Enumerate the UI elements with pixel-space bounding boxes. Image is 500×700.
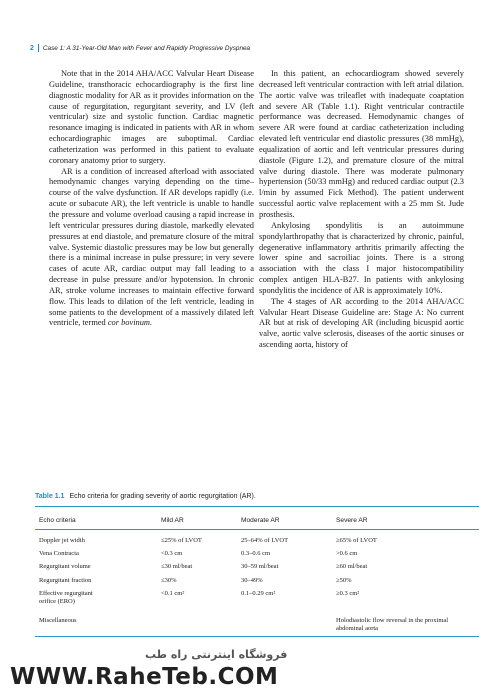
- header-divider: [38, 44, 39, 52]
- running-title: Case 1: A 31-Year-Old Man with Fever and Rapidly Progressive Dyspnea: [42, 44, 251, 52]
- right-column: [259, 69, 464, 351]
- table-cell: Holodiastolic flow reversal in the proximal abdominal aorta: [336, 617, 449, 632]
- paragraph-patient-echo: In this patient, an echocardiogram showed severely decreased left ventricular contraction with left atrial dilation. The aortic valve was trileaflet with inadequate coaptation and severe AR (Table 1.1). Right ventricular contractile performance was decreased. Hemodynamic changes of severe AR were found at cardiac catheterization including elevated left ventricular end diastolic pressures (38 mmHg), equalization of aortic and left ventricular pressures during diastole (Figure 1.2), and premature closure of the mitral valve during diastole. There was moderate pulmonary hypertension (50/33 mmHg) and reduced cardiac output (2.3 l/min by assumed Fick Method). The patient underwent successful aortic valve replacement with a 25 mm St. Jude prosthesis.: [259, 69, 464, 219]
- table-cell: 25–64% of LVOT: [241, 537, 289, 544]
- table-cell: ≤25% of LVOT: [161, 537, 202, 544]
- left-column: [49, 69, 254, 329]
- header-echo-criteria: Echo criteria: [39, 517, 76, 524]
- table-cell: ≥50%: [336, 577, 352, 584]
- table-cell: Miscellaneous: [39, 617, 77, 624]
- table-cell: 30–59 ml/beat: [241, 563, 279, 570]
- table-header-rule: [35, 529, 479, 530]
- watermark-persian-text: فروشگاه اینترنتی راه طب: [145, 648, 288, 661]
- table-cell: ≥60 ml/beat: [336, 563, 368, 570]
- table-caption-text: Echo criteria for grading severity of aortic regurgitation (AR).: [69, 493, 256, 500]
- paragraph-ankylosing-spondylitis: Ankylosing spondylitis is an autoimmune spondylarthropathy that is characterized by chronic, painful, degenerative inflammatory arthritis primarily affecting the lower spine and sacroiliac joints. There is a strong association with the class I major histocompatibility complex antigen HLA-B27. In patients with ankylosing spondylitis the incidence of AR is approximately 10%.: [259, 220, 464, 295]
- table-label: Table 1.1: [35, 493, 65, 500]
- table-caption: [35, 493, 475, 500]
- table-cell: Regurgitant volume: [39, 563, 91, 570]
- table-bottom-rule: [35, 636, 479, 637]
- header-moderate-ar: Moderate AR: [241, 517, 280, 524]
- table-cell: Effective regurgitant orifice (ERO): [39, 590, 93, 605]
- page-number: 2: [30, 44, 34, 52]
- table-cell: Doppler jet width: [39, 537, 85, 544]
- table-cell: Vena Contracta: [39, 550, 79, 557]
- watermark: [0, 640, 500, 700]
- table-cell: 30–49%: [241, 577, 263, 584]
- watermark-site: WWW.RaheTeb.COM: [10, 664, 279, 690]
- table-cell: <0.3 cm: [161, 550, 183, 557]
- header-severe-ar: Severe AR: [336, 517, 368, 524]
- table-cell: ≤30%: [161, 577, 177, 584]
- cor-bovinum-term: cor bovinum.: [107, 318, 153, 328]
- table-cell: ≤30 ml/beat: [161, 563, 193, 570]
- paragraph-ar-hemodynamics: [49, 167, 254, 330]
- table-cell: <0.1 cm²: [161, 590, 185, 597]
- table-cell: 0.1–0.29 cm²: [241, 590, 276, 597]
- table-cell: 0.3–0.6 cm: [241, 550, 271, 557]
- ar-hemodynamics-text: AR is a condition of increased afterload with associated hemodynamic changes varying depending on the time–course of the valve dysfunction. If AR develops rapidly (i.e. acute or subacute AR), the left ventricle is unable to handle the pressure and volume overload causing a rapid increase in left ventricular pressures during diastole, markedly elevated pressures at end diastole, and premature closure of the mitral valve. Systemic diastolic pressures may be low but generally there is a minimal increase in pulse pressure; in very severe cases of acute AR, cardiac output may fall leading to a decrease in pulse pressure and/or hypotension. In chronic AR, stroke volume increases to maintain effective forward flow. This leads to dilation of the left ventricle, leading in some patients to the development of a massively dilated left ventricle, termed: [49, 166, 254, 328]
- running-header: [30, 44, 480, 52]
- table-cell: >0.6 cm: [336, 550, 358, 557]
- table-top-rule: [35, 506, 479, 507]
- table-cell: Regurgitant fraction: [39, 577, 92, 584]
- paragraph-ar-stages: The 4 stages of AR according to the 2014 AHA/ACC Valvular Heart Disease Guideline are: Stage A: No current AR but at risk of developing AR (including bicuspid aortic valve, aortic valve sclerosis, diseases of the aortic sinuses or ascending aorta, history of: [259, 296, 464, 350]
- table-cell: ≥0.3 cm²: [336, 590, 360, 597]
- header-mild-ar: Mild AR: [161, 517, 184, 524]
- table-cell: ≥65% of LVOT: [336, 537, 377, 544]
- paragraph-echo-guideline: Note that in the 2014 AHA/ACC Valvular Heart Disease Guideline, transthoracic echocardiography is the first line diagnostic modality for AR as it provides information on the cause of regurgitation, regurgitant severity, and LV (left ventricular) size and systolic function. Cardiac magnetic resonance imaging is indicated in patients with AR in whom echocardiographic images are suboptimal. Cardiac catheterization was performed in this patient to evaluate coronary anatomy prior to surgery.: [49, 69, 254, 165]
